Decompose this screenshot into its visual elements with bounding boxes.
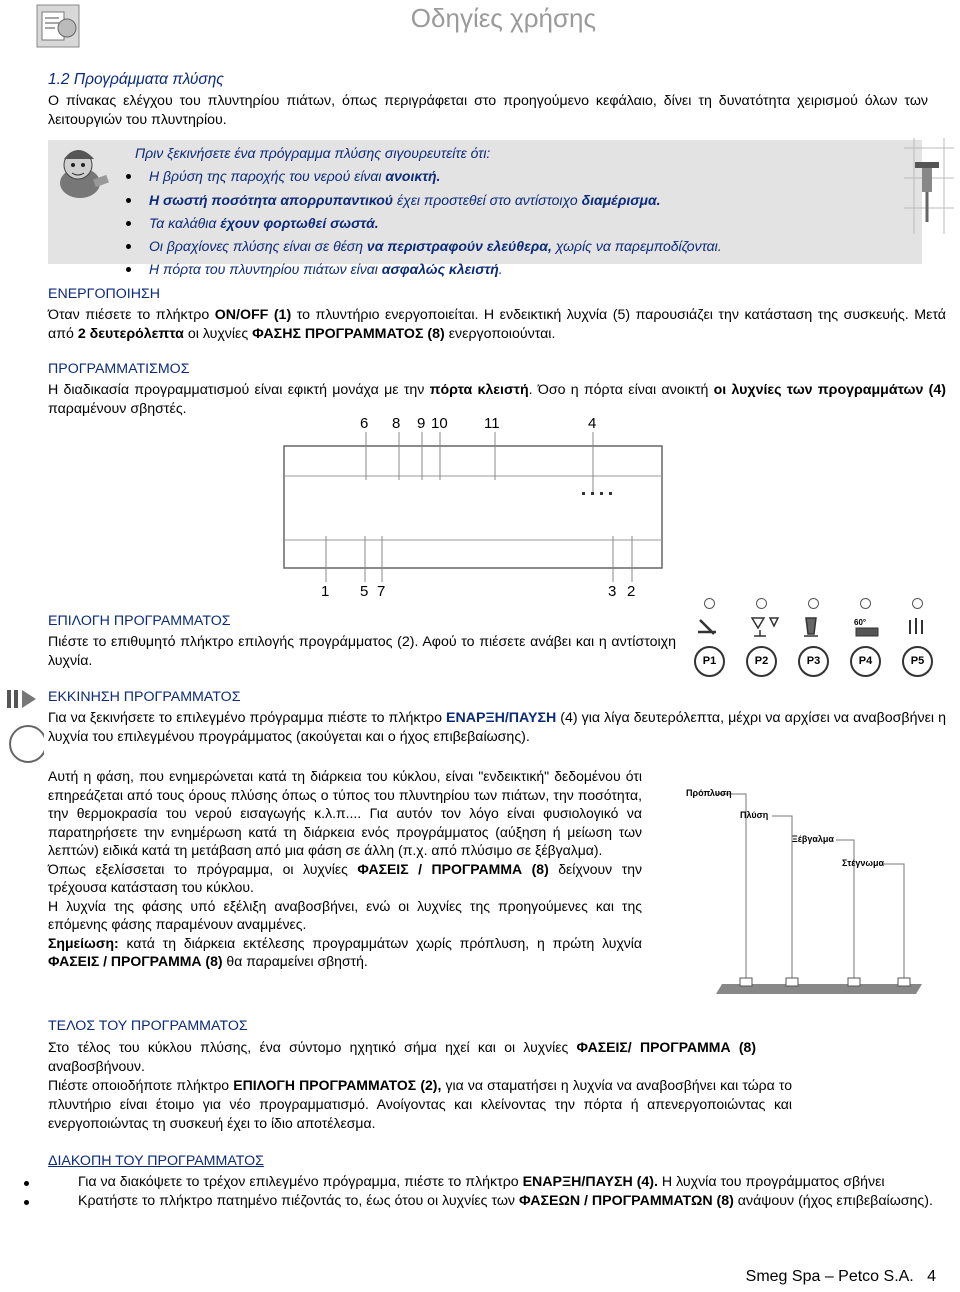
section-programs (48, 70, 928, 130)
bold-text: ΕΝΑΡΞΗ/ΠΑΥΣΗ (4). (522, 1174, 658, 1190)
cartoon-technician-icon (54, 143, 124, 203)
program-symbols-icon (690, 612, 952, 640)
bold-text: ΦΑΣΕΩΝ / ΠΡΟΓΡΑΜΜΑΤΩΝ (8) (518, 1193, 734, 1209)
panel-label-11: 11 (484, 415, 500, 432)
text: (4) για λίγα δευτερόλεπτα, μέχρι να αρχίσει να αναβοσβήνει η λυχνία του επιλεγμένου προγράμματος (ακούγεται και ο ήχος επιβεβαίωσης). (48, 710, 946, 745)
start-text (48, 709, 946, 747)
program-lamp (756, 598, 767, 609)
item-bold: ασφαλώς κλειστή (381, 261, 499, 278)
phase-lamps-illustration (686, 780, 956, 1012)
panel-label-7: 7 (377, 583, 386, 600)
list-item (119, 235, 911, 258)
text: Η διαδικασία προγραμματισμού είναι εφικτή μονάχα με την (48, 382, 430, 398)
phases-progress-text (48, 860, 642, 897)
program-lamp (912, 598, 923, 609)
bold-text: ΦΑΣΗΣ ΠΡΟΓΡΑΜΜΑΤΟΣ (8) (252, 326, 445, 342)
phase-label-dry: Στέγνωμα (842, 858, 884, 868)
interrupt-list (14, 1173, 946, 1211)
bold-text: ΦΑΣΕΙΣ/ ΠΡΟΓΡΑΜΜΑ (8) (576, 1039, 756, 1055)
section-phases (48, 767, 642, 971)
page-footer (746, 1267, 936, 1286)
start-heading: ΕΚΚΙΝΗΣΗ ΠΡΟΓΡΑΜΜΑΤΟΣ (48, 689, 241, 705)
text: Όταν πιέσετε το πλήκτρο (48, 307, 215, 323)
text: Για να διακόψετε το τρέχον επιλεγμένο πρόγραμμα, πιέστε το πλήκτρο (78, 1174, 523, 1190)
list-item (119, 258, 911, 281)
section-title: 1.2 Προγράμματα πλύσης (48, 71, 224, 88)
text: θα παραμείνει σβηστή. (222, 953, 368, 969)
phases-text: Αυτή η φάση, που ενημερώνεται κατά τη διάρκεια του κύκλου, είναι "ενδεικτική" δεδομένου ότι επηρεάζεται από τους όρους πλύσης όπως ο τύπος του πλυντηρίου των πιάτων, την ποσότητα, την θερμοκρασία του νερού εισαγωγής κ.λ.π.... Για αυτόν τον λόγο είναι φυσιολογικό να παρατηρήσετε την ενημέρωση κατά τη διάρκεια ενός προγράμματος (αύξηση ή μείωση των λεπτών) ειδικά κατά τη μετάβαση από μια φάση σε άλλη (π.χ. από πλύσιμο σε ξέβγαλμα). (48, 768, 642, 858)
text: ενεργοποιούνται. (444, 326, 556, 342)
text: Η λυχνία του προγράμματος σβήνει (657, 1174, 885, 1190)
section-intro: Ο πίνακας ελέγχου του πλυντηρίου πιάτων, όπως περιγράφεται στο προηγούμενο κεφάλαιο, δίνει τη δυνατότητα χειρισμού όλων των λειτουργιών του πλυντηρίου. (48, 93, 928, 128)
svg-text:60°: 60° (854, 618, 867, 627)
text: . Όσο η πόρτα είναι ανοικτή (528, 382, 714, 398)
phases-note (48, 934, 642, 971)
end-text-1 (48, 1038, 756, 1076)
text: Όπως εξελίσσεται το πρόγραμμα, οι λυχνίες (48, 860, 358, 877)
panel-label-2: 2 (627, 583, 636, 600)
program-button-p4[interactable]: P4 (850, 646, 881, 677)
checklist (131, 142, 911, 282)
section-program-selection (48, 612, 676, 671)
program-button-p5[interactable]: P5 (902, 646, 933, 677)
list-item (119, 212, 911, 235)
item-bold: Η σωστή ποσότητα απορρυπαντικού (149, 191, 394, 208)
section-program-start (48, 688, 946, 747)
manual-header-icon (36, 4, 80, 48)
bold-text: ΦΑΣΕΙΣ / ΠΡΟΓΡΑΜΜΑ (8) (48, 953, 223, 969)
panel-label-5: 5 (360, 583, 369, 600)
page-number: 4 (927, 1268, 936, 1285)
checklist-lead: Πριν ξεκινήσετε ένα πρόγραμμα πλύσης σιγουρευτείτε ότι: (135, 145, 491, 161)
bold-text: πόρτα κλειστή (429, 382, 529, 398)
item-text: Η βρύση της παροχής του νερού είναι (149, 168, 386, 185)
program-button-p1[interactable]: P1 (694, 646, 725, 677)
item-text: χωρίς να παρεμποδίζονται. (551, 238, 722, 255)
phase-label-wash: Πλύση (740, 810, 769, 820)
text: Στο τέλος του κύκλου πλύσης, ένα σύντομο ηχητικό σήμα ηχεί και οι λυχνίες (48, 1039, 577, 1055)
item-text: Οι βραχίονες πλύσης είναι σε θέση (149, 238, 367, 255)
program-lamp (860, 598, 871, 609)
panel-label-3: 3 (608, 583, 617, 600)
activation-heading: ΕΝΕΡΓΟΠΟΙΗΣΗ (48, 286, 160, 302)
page-title: Οδηγίες χρήσης (410, 3, 596, 33)
bold-text: οι λυχνίες των προγραμμάτων (4) (713, 382, 946, 398)
program-button-p2[interactable]: P2 (746, 646, 777, 677)
phase-label-prewash: Πρόπλυση (686, 788, 732, 798)
item-text: έχει προστεθεί στο αντίστοιχο (393, 191, 582, 208)
section-program-end (48, 1017, 792, 1133)
text: για να σταματήσει η λυχνία να αναβοσβήνει και τώρα το πλυντήριο είναι έτοιμο για νέο προγραμματισμό. Ανοίγοντας και κλείνοντας την πόρτα ή απενεργοποιώντας και ενεργοποιώντας τη συσκευή έχει το ίδιο αποτέλεσμα. (48, 1077, 792, 1131)
item-bold: ανοικτή. (385, 168, 441, 185)
text: αναβοσβήνουν. (48, 1058, 145, 1074)
section-activation (48, 285, 946, 344)
bold-text: 2 δευτερόλεπτα (77, 326, 184, 342)
text: το πλυντήριο ενεργοποιείται. Η ενδεικτική λυχνία (5) παρουσιάζει την κατάσταση της συσκευής. Μετά από (48, 307, 946, 342)
bold-text: ΕΝΑΡΞΗ/ΠΑΥΣΗ (446, 710, 557, 726)
item-text: Η πόρτα του πλυντηρίου πιάτων είναι (149, 261, 382, 278)
control-panel-diagram (282, 414, 666, 600)
panel-label-4: 4 (588, 415, 597, 432)
item-bold: να περιστραφούν ελεύθερα, (366, 238, 552, 255)
text: Κρατήστε το πλήκτρο πατημένο πιέζοντάς το, έως ότου οι λυχνίες των (78, 1193, 519, 1209)
text: δείχνουν την τρέχουσα κατάσταση του κύκλου. (48, 860, 643, 895)
start-pause-icon (4, 688, 44, 768)
water-tap-icon (900, 138, 958, 234)
item-bold: διαμέρισμα. (581, 191, 661, 208)
program-lamp (704, 598, 715, 609)
activation-text (48, 306, 946, 344)
program-buttons-illustration (690, 594, 952, 684)
text: κατά τη διάρκεια εκτέλεσης προγραμμάτων χωρίς πρόπλυση, η πρώτη λυχνία (118, 934, 642, 951)
panel-label-10: 10 (431, 415, 448, 432)
end-heading: ΤΕΛΟΣ ΤΟΥ ΠΡΟΓΡΑΜΜΑΤΟΣ (48, 1018, 248, 1034)
program-lamp (808, 598, 819, 609)
panel-label-6: 6 (360, 415, 369, 432)
program-button-p3[interactable]: P3 (798, 646, 829, 677)
text: ανάψουν (ήχος επιβεβαίωσης). (733, 1193, 933, 1209)
item-bold: έχουν φορτωθεί σωστά. (220, 214, 379, 231)
list-item (119, 165, 911, 188)
programming-heading: ΠΡΟΓΡΑΜΜΑΤΙΣΜΟΣ (48, 361, 190, 377)
interrupt-heading: ΔΙΑΚΟΠΗ ΤΟΥ ΠΡΟΓΡΑΜΜΑΤΟΣ (48, 1153, 264, 1169)
section-program-interrupt (48, 1152, 946, 1211)
text: Πιέστε οποιοδήποτε πλήκτρο (48, 1077, 234, 1093)
list-item (14, 1192, 946, 1211)
text: Για να ξεκινήσετε το επιλεγμένο πρόγραμμα πιέστε το πλήκτρο (48, 710, 447, 726)
bold-text: ΦΑΣΕΙΣ / ΠΡΟΓΡΑΜΜΑ (8) (357, 860, 549, 877)
bold-text: ON/OFF (1) (214, 307, 292, 323)
footer-company: Smeg Spa – Petco S.A. (745, 1268, 914, 1285)
panel-label-9: 9 (417, 415, 426, 432)
text: παραμένουν σβηστές. (48, 401, 187, 417)
phases-blink-text: Η λυχνία της φάσης υπό εξέλιξη αναβοσβήνει, ενώ οι λυχνίες της προηγούμενες και της επόμενης φάσης παραμένουν αναμμένες. (48, 897, 642, 932)
list-item (14, 1173, 946, 1192)
bold-text: ΕΠΙΛΟΓΗ ΠΡΟΓΡΑΜΜΑΤΟΣ (2), (233, 1077, 442, 1093)
panel-label-8: 8 (392, 415, 401, 432)
checklist-items (119, 165, 911, 281)
selection-text: Πιέστε το επιθυμητό πλήκτρο επιλογής προγράμματος (2). Αφού το πιέσετε ανάβει και η αντίστοιχη λυχνία. (48, 634, 676, 669)
phase-label-rinse: Ξέβγαλμα (792, 834, 834, 844)
selection-heading: ΕΠΙΛΟΓΗ ΠΡΟΓΡΑΜΜΑΤΟΣ (48, 613, 231, 629)
note-label: Σημείωση: (48, 934, 119, 951)
panel-label-1: 1 (321, 583, 330, 600)
end-text-2 (48, 1076, 792, 1133)
text: οι λυχνίες (183, 326, 253, 342)
list-item (119, 189, 911, 212)
section-programming (48, 360, 946, 419)
item-text: Τα καλάθια (149, 214, 221, 231)
item-text: . (498, 261, 503, 278)
